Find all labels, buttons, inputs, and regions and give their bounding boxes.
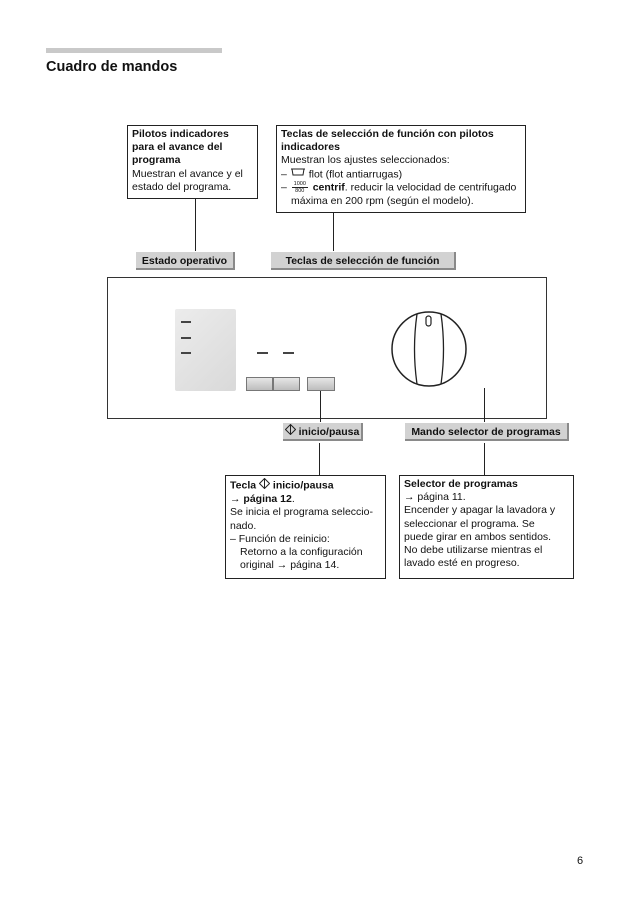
selector-heading: Selector de programas [404, 478, 518, 490]
pilotos-heading: Pilotos indicadores para el avance del programa [132, 128, 229, 167]
ref-end: . [291, 493, 295, 506]
connector-pilotos [195, 199, 196, 251]
label-inicio-pausa [283, 423, 363, 441]
bullet-dash: – [281, 168, 287, 180]
arrow-icon: → [230, 493, 241, 506]
page-number: 6 [577, 855, 584, 867]
diamond-start-icon [259, 478, 270, 493]
selector-body-3: puede girar en ambos sentidos. [404, 530, 552, 543]
selector-body-4: No debe utilizarse mientras el [404, 544, 543, 557]
page-ref-link[interactable]: página 12 [243, 493, 292, 506]
program-selector-knob[interactable] [390, 310, 468, 388]
connector-inicio-box [319, 443, 320, 475]
centrif-label: centrif [312, 181, 345, 194]
status-led-3 [181, 352, 191, 354]
flot-text: flot (flot antiarrugas) [308, 168, 403, 180]
connector-mando [484, 388, 485, 422]
teclas-callout [276, 125, 526, 213]
teclas-heading: Teclas de selección de función con pilotos indicadores [281, 128, 494, 154]
selector-ref: → página 11. [404, 491, 466, 504]
function-led-2 [283, 352, 294, 354]
connector-teclas [333, 213, 334, 251]
section-rule [46, 48, 222, 53]
start-pause-button[interactable] [307, 377, 335, 391]
tecla-body-1: Se inicia el programa seleccio- [230, 506, 373, 519]
function-button-1[interactable] [246, 377, 273, 391]
inicio-label-text: inicio/pausa [298, 426, 360, 438]
connector-selector-box [484, 443, 485, 475]
tecla-item-1: Función de reinicio: [238, 532, 330, 545]
page-title: Cuadro de mandos [46, 59, 178, 75]
speed-bottom: 800 [295, 188, 305, 195]
spin-speed-icon [292, 181, 308, 194]
status-led-2 [181, 337, 191, 339]
tecla-item-3: original → página 14. [240, 559, 340, 572]
centrif-cont: máxima en 200 rpm (según el modelo). [291, 194, 474, 207]
label-mando-selector: Mando selector de programas [405, 423, 569, 441]
connector-inicio [320, 391, 321, 422]
bullet-dash: – [230, 532, 236, 545]
label-estado-operativo: Estado operativo [136, 252, 235, 270]
control-panel [107, 277, 547, 419]
status-led-1 [181, 321, 191, 323]
pilotos-callout [127, 125, 258, 199]
flot-tray-icon [290, 168, 306, 181]
tecla-heading-b: inicio/pausa [272, 479, 334, 492]
tecla-inicio-callout [225, 475, 386, 579]
label-teclas-seleccion: Teclas de selección de función [271, 252, 456, 270]
teclas-line1: Muestran los ajustes seleccionados: [281, 154, 450, 167]
selector-body-1: Encender y apagar la lavadora y [404, 504, 556, 517]
selector-body-5: lavado esté en progreso. [404, 557, 520, 570]
bullet-dash: – [281, 181, 287, 194]
function-led-1 [257, 352, 268, 354]
selector-body-2: seleccionar el programa. Se [404, 517, 535, 530]
centrif-text: . reducir la velocidad de centrifugado [344, 181, 517, 194]
tecla-heading-a: Tecla [230, 479, 257, 492]
tecla-item-2: Retorno a la configuración [240, 546, 363, 559]
tecla-body-2: nado. [230, 519, 257, 532]
speed-top: 1000 [293, 181, 306, 188]
selector-callout [399, 475, 574, 579]
diamond-start-icon [285, 423, 296, 441]
pilotos-body: Muestran el avance y el estado del programa. [132, 167, 243, 193]
function-button-2[interactable] [273, 377, 300, 391]
